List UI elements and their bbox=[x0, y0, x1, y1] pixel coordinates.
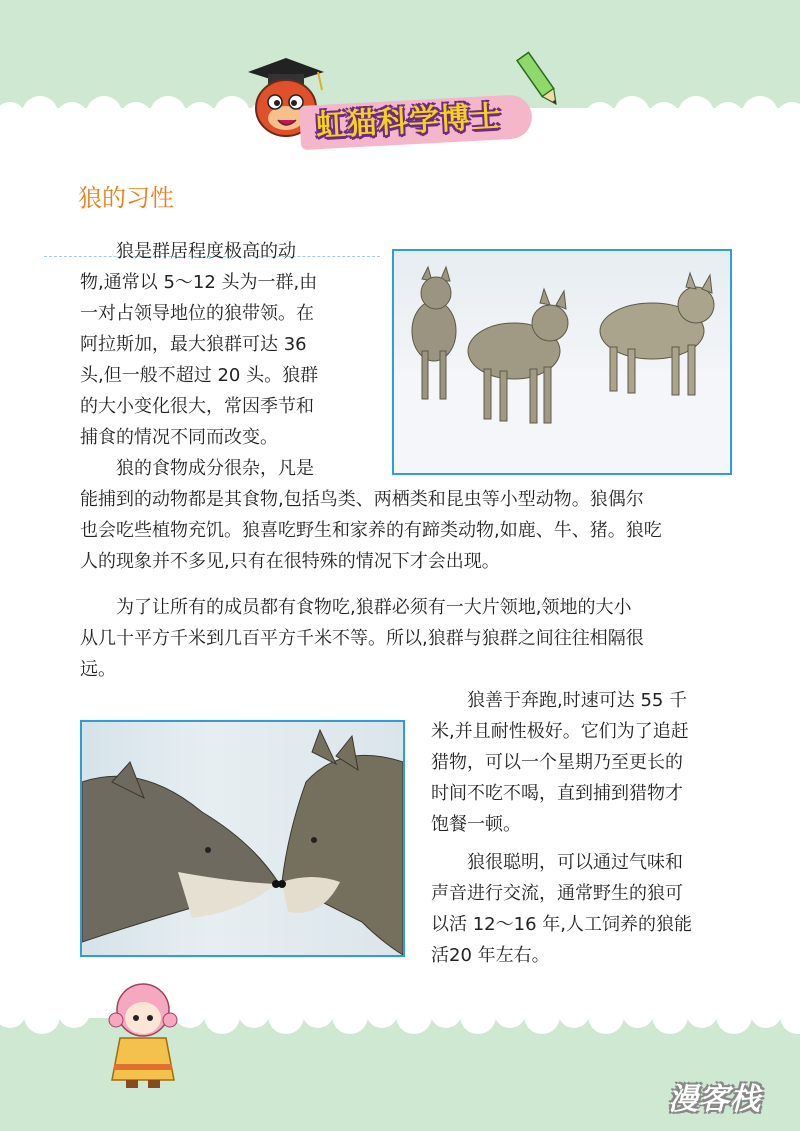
paragraph-intelligence bbox=[431, 847, 751, 971]
text-line: 的大小变化很大，常因季节和 bbox=[80, 396, 314, 417]
watermark-logo: 漫客栈 bbox=[668, 1082, 761, 1117]
wolves-nose-to-nose-photo bbox=[80, 720, 405, 957]
text-line: 捕食的情况不同而改变。 bbox=[80, 427, 278, 448]
text-line: 人的现象并不多见,只有在很特殊的情况下才会出现。 bbox=[80, 551, 500, 572]
section-title: 狼的习性 bbox=[78, 184, 174, 212]
text-line: 为了让所有的成员都有食物吃,狼群必须有一大片领地,领地的大小 bbox=[80, 597, 632, 618]
text-line: 从几十平方千米到几百平方千米不等。所以,狼群与狼群之间往往相隔很 bbox=[80, 628, 644, 649]
text-line: 狼很聪明，可以通过气味和 bbox=[431, 852, 683, 873]
text-line: 物,通常以 5～12 头为一群,由 bbox=[80, 272, 318, 293]
text-line: 阿拉斯加，最大狼群可达 36 bbox=[80, 334, 307, 355]
text-line: 声音进行交流，通常野生的狼可 bbox=[431, 883, 683, 904]
text-line: 头,但一般不超过 20 头。狼群 bbox=[80, 365, 319, 386]
paragraph-group-size bbox=[80, 236, 380, 453]
text-line: 活20 年左右。 bbox=[431, 945, 550, 966]
text-line: 狼善于奔跑,时速可达 55 千 bbox=[431, 690, 688, 711]
text-line: 狼的食物成分很杂，凡是 bbox=[80, 458, 314, 479]
text-line: 米,并且耐性极好。它们为了追赶 bbox=[431, 721, 689, 742]
text-line: 能捕到的动物都是其食物,包括鸟类、两栖类和昆虫等小型动物。狼偶尔 bbox=[80, 489, 644, 510]
text-line: 远。 bbox=[80, 659, 116, 680]
text-line: 也会吃些植物充饥。狼喜吃野生和家养的有蹄类动物,如鹿、牛、猪。狼吃 bbox=[80, 520, 662, 541]
paragraph-running bbox=[431, 685, 751, 840]
text-line: 时间不吃不喝，直到捕到猎物才 bbox=[431, 783, 683, 804]
paragraph-territory bbox=[80, 592, 760, 685]
text-line: 饱餐一顿。 bbox=[431, 814, 521, 835]
logo-text: 虹猫科学博士 bbox=[315, 99, 503, 144]
text-line: 狼是群居程度极高的动 bbox=[80, 241, 296, 262]
text-line: 以活 12～16 年,人工饲养的狼能 bbox=[431, 914, 692, 935]
cartoon-girl-illustration bbox=[104, 980, 182, 1090]
text-line: 一对占领导地位的狼带领。在 bbox=[80, 303, 314, 324]
text-line: 猎物，可以一个星期乃至更长的 bbox=[431, 752, 683, 773]
wolves-in-snow-photo bbox=[392, 249, 732, 475]
